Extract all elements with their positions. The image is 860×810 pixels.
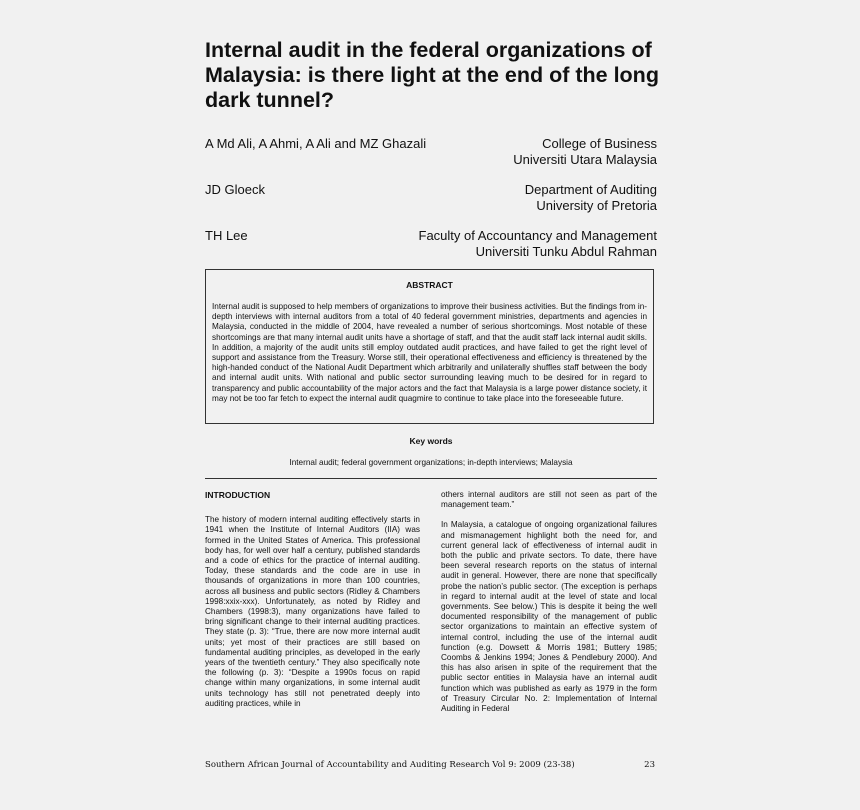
abstract-box bbox=[205, 269, 654, 424]
abstract-text: Internal audit is supposed to help members of organizations to improve their business activities. But the findings from in-depth interviews with internal auditors from a total of 40 federal government ministries, departments and agencies in Malaysia, conducted in the middle of 2004, have revealed a number of serious shortcomings. Most notable of these shortcomings are that many internal audit units have a shortage of staff, and that the audit staff lack internal audit skills. In addition, a majority of the audit units still employ outdated audit practices, and have failed to get the right level of support and assistance from the Treasury. Worse still, their operational effectiveness and efficiency is threatened by the high-handed conduct of the National Audit Department which arbitrarily and unilaterally shuffles staff between the body and internal audit units. With national and public sector surrounding leaving much to be desired for in regard to transparency and public accountability of the major actors and the fact that Malaysia is a large power distance society, it may not be too far fetch to expect the internal audit quagmire to continue to take place into the foreseeable future. bbox=[212, 302, 647, 403]
body-paragraph: In Malaysia, a catalogue of ongoing organizational failures and mismanagement highlight both the need for, and current general lack of effectiveness of internal audit in both the public and private sectors. To date, there have been several research reports on the status of internal audit in general. However, there are none that specifically probe the nation’s public sector. (The exception is perhaps in regard to internal audit at the level of state and local governments. See below.) This is despite it being the well documented responsibility of the management of public sector organizations to maintain an effective system of internal control, including the use of the internal audit function (e.g. Dowsett & Morris 1981; Buttery 1985; Coombs & Jenkins 1994; Jones & Pendlebury 2000). And this has also arisen in spite of the requirement that the public sector entities in Malaysia have an internal audit function which was published as early as 1979 in the form of Treasury Circular No. 2: Implementation of Internal Auditing in Federal bbox=[441, 520, 657, 714]
affiliation-line: Department of Auditing bbox=[524, 182, 657, 197]
affiliation-line: Universiti Utara Malaysia bbox=[513, 152, 657, 167]
body-column-right bbox=[441, 490, 657, 724]
keywords-heading: Key words bbox=[409, 436, 453, 446]
author-affiliation bbox=[419, 228, 657, 260]
divider bbox=[205, 478, 657, 479]
page-number: 23 bbox=[644, 760, 655, 770]
body-paragraph: The history of modern internal auditing effectively starts in 1941 when the Institute of Internal Auditors (IIA) was formed in the United States of America. This professional body has, for well over half a century, published standards and a code of ethics for the practice of internal auditing. Today, these standards and the code are in use in thousands of organizations in more than 100 countries, across all business and public sectors (Ridley & Chambers 1998:xxix-xxx). Unfortunately, as noted by Ridley and Chambers (1998:3), many organizations have failed to bring significant change to their internal auditing practices. They state (p. 3): “True, there are now more internal audit units; yet most of their practices are still based on fundamental auditing principles, as developed in the early years of the twentieth century.” They also specifically note the following (p. 3): “Despite a 1990s focus on rapid change within many organizations, in some internal audit units technology has still not penetrated deeply into auditing practices, while in bbox=[205, 515, 420, 708]
author-names: TH Lee bbox=[205, 228, 248, 243]
affiliation-line: Universiti Tunku Abdul Rahman bbox=[475, 244, 657, 259]
affiliation-line: College of Business bbox=[542, 136, 657, 151]
body-paragraph: others internal auditors are still not seen as part of the management team.” bbox=[441, 490, 657, 510]
author-names: A Md Ali, A Ahmi, A Ali and MZ Ghazali bbox=[205, 136, 427, 151]
author-affiliation bbox=[513, 136, 657, 168]
author-names: JD Gloeck bbox=[205, 182, 265, 197]
affiliation-line: University of Pretoria bbox=[536, 198, 657, 213]
journal-citation: Southern African Journal of Accountability and Auditing Research Vol 9: 2009 (23-38) bbox=[205, 760, 575, 770]
body-column-left bbox=[205, 490, 420, 719]
section-heading: INTRODUCTION bbox=[205, 490, 271, 500]
paper-title: Internal audit in the federal organizations of Malaysia: is there light at the end of the long dark tunnel? bbox=[205, 38, 659, 112]
affiliation-line: Faculty of Accountancy and Management bbox=[418, 228, 657, 243]
abstract-heading: ABSTRACT bbox=[406, 280, 453, 290]
author-affiliation bbox=[525, 182, 657, 214]
keywords-text: Internal audit; federal government organizations; in-depth interviews; Malaysia bbox=[289, 458, 573, 467]
